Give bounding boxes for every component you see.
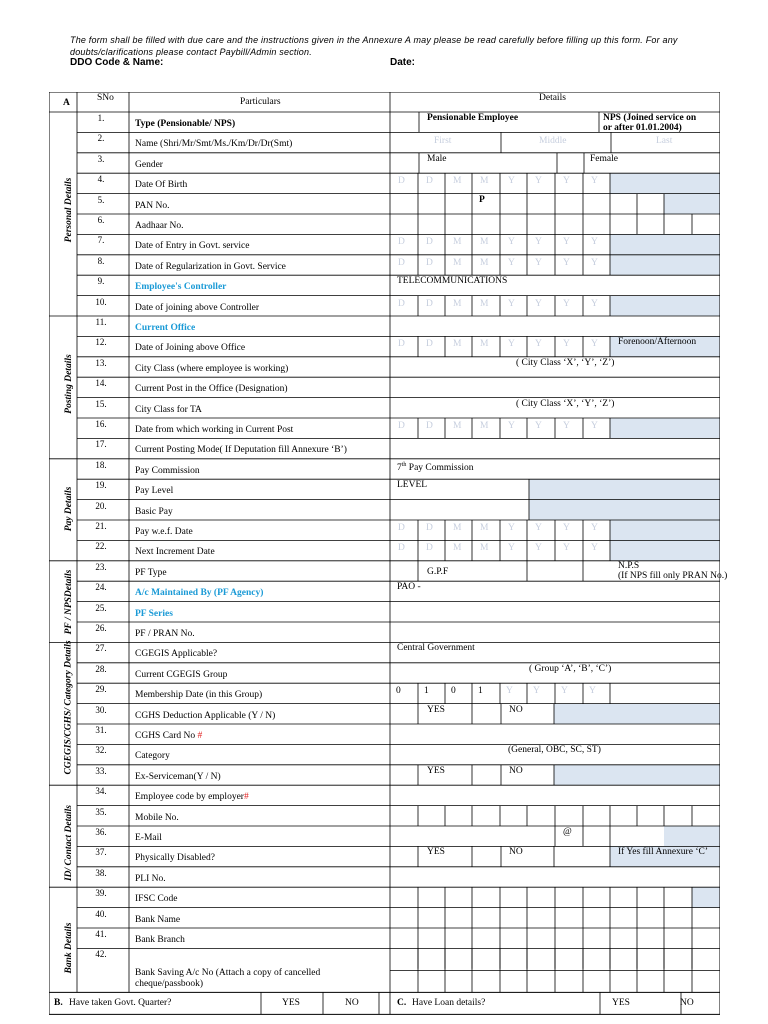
pan-prefix: P: [479, 194, 485, 205]
detail-input-row-25[interactable]: [390, 602, 720, 622]
annexure-c-hint: If Yes fill Annexure ‘C’: [618, 847, 708, 858]
footer-b-no: NO: [345, 998, 359, 1009]
date-placeholder-1: D: [398, 421, 405, 431]
row-label: Name (Shri/Mr/Smt/Ms./Km/Dr/Dr(Smt): [135, 139, 293, 150]
row-sno: 1.: [97, 113, 105, 123]
row-label: Mobile No.: [135, 812, 179, 823]
details-header: Details: [539, 93, 566, 103]
row-sno: 24.: [95, 582, 107, 593]
date-placeholder-6: Y: [535, 523, 542, 533]
row-label: Category: [135, 751, 170, 762]
row-sno: 21.: [95, 521, 107, 531]
pf-type-gpf: G.P.F: [427, 566, 449, 577]
detail-input-row-32[interactable]: [390, 744, 720, 764]
date-placeholder-4: M: [480, 298, 489, 309]
row-label: Basic Pay: [135, 506, 173, 517]
row-sno: 2.: [97, 133, 105, 144]
detail-input-row-36[interactable]: [390, 826, 720, 846]
membership-date-char-5: Y: [506, 686, 513, 697]
required-hash-mark: #: [243, 792, 249, 803]
date-placeholder-8: Y: [591, 339, 598, 350]
instructions-text: The form shall be filled with due care and the instructions given in the Annexure A may please be read carefully before filling up this form. For any doubts/clarifications please contact Paybill/Admin section.: [70, 35, 678, 57]
detail-input-row-38[interactable]: [390, 867, 720, 887]
required-hash-mark: #: [197, 731, 203, 741]
pay-commission-value: 7th Pay Commission: [397, 461, 474, 473]
row-label: City Class (where employee is working): [135, 363, 289, 374]
row-label: Employee code by employer#: [135, 792, 249, 803]
section-personal-details: Personal Details: [64, 177, 74, 243]
nps-option-line2: or after 01.01.2004): [603, 123, 682, 133]
date-placeholder-2: D: [426, 257, 433, 268]
sno-header: SNo: [97, 93, 114, 103]
detail-input-row-16[interactable]: [390, 418, 720, 438]
date-placeholder-7: Y: [563, 543, 570, 554]
date-placeholder-3: M: [453, 421, 462, 431]
date-placeholder-2: D: [426, 523, 433, 533]
row-label: CGEGIS Applicable?: [135, 649, 218, 660]
detail-input-row-30[interactable]: [390, 704, 720, 724]
city-class-hint: ( City Class ‘X’, ‘Y’, ‘Z’): [516, 357, 615, 368]
pay-commission-superscript: th: [401, 461, 407, 468]
section-bank-details: Bank Details: [64, 922, 74, 974]
cgegis-value: Central Government: [397, 643, 475, 654]
footer-c-label: C.: [397, 998, 407, 1009]
row-label: Bank Name: [135, 914, 181, 925]
row-label: Current Post in the Office (Designation): [135, 384, 288, 395]
date-placeholder-2: D: [426, 339, 433, 350]
date-placeholder-4: M: [480, 237, 489, 248]
row-sno: 18.: [95, 459, 107, 470]
date-placeholder-6: Y: [535, 237, 542, 248]
gender-female-option: Female: [590, 153, 618, 164]
date-placeholder-8: Y: [591, 298, 598, 309]
row-label: City Class for TA: [135, 404, 202, 415]
row-label: A/c Maintained By (PF Agency): [135, 588, 264, 599]
row-label: IFSC Code: [135, 894, 178, 905]
no-option: NO: [509, 704, 523, 715]
row-label: Date of Entry in Govt. service: [135, 241, 250, 252]
section-a-label: A: [63, 98, 70, 108]
date-placeholder-1: D: [398, 339, 405, 350]
detail-input-row-34[interactable]: [390, 785, 720, 805]
row-label: Next Increment Date: [135, 547, 215, 558]
pf-type-nps: N.P.S: [618, 560, 640, 571]
row-label: PAN No.: [135, 200, 170, 211]
date-placeholder-4: M: [480, 543, 489, 554]
employee-form: [49, 92, 728, 1022]
row-sno: 4.: [97, 174, 105, 185]
detail-input-row-10[interactable]: [390, 296, 720, 316]
detail-input-row-4[interactable]: [390, 173, 720, 193]
row-label: Pay w.e.f. Date: [135, 527, 193, 537]
detail-input-row-24[interactable]: [390, 581, 720, 601]
row-label: Employee's Controller: [135, 282, 227, 293]
detail-input-row-9[interactable]: [390, 275, 720, 295]
row-label: Date of joining above Controller: [135, 302, 259, 313]
date-placeholder-2: D: [426, 421, 433, 431]
gender-male-option: Male: [427, 153, 447, 164]
row-label: CGHS Card No #: [135, 731, 203, 741]
first-name-placeholder: First: [434, 136, 452, 147]
middle-name-placeholder: Middle: [539, 136, 567, 147]
date-placeholder-2: D: [426, 176, 433, 187]
row-sno: 40.: [95, 908, 107, 919]
date-placeholder-5: Y: [508, 543, 515, 554]
date-placeholder-6: Y: [535, 421, 542, 431]
row-label: Ex-Serviceman(Y / N): [135, 771, 221, 782]
date-placeholder-3: M: [453, 176, 462, 187]
footer-c-no: NO: [680, 998, 694, 1009]
ddo-code-name-label: DDO Code & Name:: [70, 57, 164, 68]
row-label: Date of Regularization in Govt. Service: [135, 261, 286, 272]
detail-input-row-31[interactable]: [390, 724, 720, 744]
footer-c-yes: YES: [612, 998, 630, 1009]
detail-input-row-33[interactable]: [390, 765, 720, 785]
section-cgegis-details: CGEGIS/CGHS/ Category Details: [63, 640, 74, 775]
date-placeholder-8: Y: [591, 421, 598, 431]
row-sno: 7.: [97, 235, 105, 246]
footer-b-yes: YES: [282, 998, 300, 1009]
membership-date-char-2: 1: [424, 686, 429, 697]
pf-agency-pao: PAO -: [397, 582, 421, 593]
detail-input-row-1[interactable]: [390, 112, 720, 132]
detail-input-row-7[interactable]: [390, 234, 720, 254]
row-sno: 25.: [95, 602, 107, 613]
row-label: Current CGEGIS Group: [135, 669, 228, 680]
row-label: Membership Date (in this Group): [135, 690, 263, 701]
date-placeholder-2: D: [426, 237, 433, 248]
date-placeholder-8: Y: [591, 257, 598, 268]
row-sno: 33.: [95, 765, 107, 776]
last-name-placeholder: Last: [656, 136, 673, 147]
no-option: NO: [509, 847, 523, 858]
row-label: Pay Level: [135, 486, 174, 497]
category-options: (General, OBC, SC, ST): [508, 745, 601, 756]
email-at-sign: @: [563, 827, 572, 837]
date-placeholder-3: M: [453, 298, 462, 309]
row-label: Bank Branch: [135, 935, 185, 945]
footer-b-label: B.: [54, 998, 63, 1009]
detail-input-row-2[interactable]: [390, 132, 720, 152]
detail-input-row-21[interactable]: [390, 520, 720, 540]
row-sno: 9.: [97, 276, 105, 287]
row-sno: 5.: [97, 194, 105, 205]
row-label: Physically Disabled?: [135, 853, 215, 864]
detail-input-row-3[interactable]: [390, 153, 720, 173]
detail-input-row-8[interactable]: [390, 255, 720, 275]
row-label: Gender: [135, 159, 163, 170]
date-placeholder-8: Y: [591, 543, 598, 554]
row-sno: 14.: [95, 378, 107, 389]
detail-input-row-23[interactable]: [390, 561, 720, 581]
detail-input-row-29[interactable]: [390, 683, 720, 703]
no-option: NO: [509, 765, 523, 776]
date-placeholder-7: Y: [563, 237, 570, 248]
date-placeholder-6: Y: [535, 298, 542, 309]
row-sno: 12.: [95, 337, 107, 348]
row-sno: 26.: [95, 623, 107, 633]
detail-input-row-40[interactable]: [390, 908, 720, 928]
footer-c-text: Have Loan details?: [412, 998, 486, 1009]
row-sno: 35.: [95, 806, 107, 817]
row-sno: 38.: [95, 867, 107, 878]
yes-option: YES: [427, 765, 445, 776]
forenoon-afternoon-option: Forenoon/Afternoon: [618, 337, 697, 348]
row-label-continued: cheque/passbook): [135, 979, 204, 990]
detail-input-row-28[interactable]: [390, 663, 720, 683]
date-placeholder-4: M: [480, 339, 489, 350]
row-label: Date of Joining above Office: [135, 343, 246, 354]
row-label: Date from which working in Current Post: [135, 425, 294, 435]
membership-date-char-8: Y: [589, 686, 596, 697]
detail-input-row-13[interactable]: [390, 357, 720, 377]
yes-option: YES: [427, 704, 445, 715]
row-label: Pay Commission: [135, 465, 200, 476]
date-placeholder-1: D: [398, 257, 405, 268]
date-placeholder-3: M: [453, 257, 462, 268]
detail-input-row-27[interactable]: [390, 642, 720, 662]
date-placeholder-4: M: [480, 523, 489, 533]
row-sno: 34.: [95, 786, 107, 797]
detail-input-row-17[interactable]: [390, 438, 720, 458]
row-label: Aadhaar No.: [135, 221, 184, 231]
row-sno: 8.: [97, 255, 105, 266]
detail-input-row-18[interactable]: [390, 459, 720, 479]
detail-input-row-14[interactable]: [390, 377, 720, 397]
date-placeholder-5: Y: [508, 176, 515, 187]
row-sno: 11.: [95, 317, 107, 327]
row-sno: 10.: [95, 296, 107, 307]
membership-date-char-3: 0: [451, 686, 456, 697]
section-posting-details: Posting Details: [64, 354, 74, 414]
date-placeholder-5: Y: [508, 339, 515, 350]
date-placeholder-2: D: [426, 298, 433, 309]
row-sno: 6.: [97, 215, 105, 225]
row-label: PF Type: [135, 567, 167, 578]
row-label: Type (Pensionable/ NPS): [135, 119, 236, 129]
row-label: PF / PRAN No.: [135, 629, 195, 639]
row-label: E-Mail: [135, 833, 162, 843]
pensionable-option: Pensionable Employee: [427, 113, 519, 123]
date-placeholder-3: M: [453, 523, 462, 533]
row-sno: 31.: [95, 725, 107, 735]
date-placeholder-8: Y: [591, 237, 598, 248]
date-placeholder-6: Y: [535, 176, 542, 187]
row-sno: 39.: [95, 888, 107, 899]
detail-input-row-6[interactable]: [390, 214, 720, 234]
row-sno: 28.: [95, 663, 107, 674]
row-label: Date Of Birth: [135, 180, 188, 191]
date-placeholder-1: D: [398, 298, 405, 309]
row-sno: 23.: [95, 561, 107, 572]
detail-input-row-15[interactable]: [390, 398, 720, 418]
detail-input-row-26[interactable]: [390, 622, 720, 642]
detail-input-row-41[interactable]: [390, 928, 720, 948]
row-label: CGHS Deduction Applicable (Y / N): [135, 710, 276, 721]
date-placeholder-3: M: [453, 339, 462, 350]
date-placeholder-8: Y: [591, 523, 598, 533]
row-label: Current Office: [135, 323, 196, 333]
yes-option: YES: [427, 847, 445, 858]
cgegis-group-hint: ( Group ‘A’, ‘B’, ‘C’): [529, 663, 612, 674]
date-placeholder-1: D: [398, 176, 405, 187]
detail-input-row-35[interactable]: [390, 806, 720, 826]
detail-input-row-19[interactable]: [390, 479, 720, 499]
date-placeholder-6: Y: [535, 339, 542, 350]
pf-type-nps-hint: (If NPS fill only PRAN No.): [618, 570, 728, 581]
row-sno: 36.: [95, 827, 107, 837]
section-contact-details: ID/ Contact Details: [64, 805, 74, 882]
date-placeholder-5: Y: [508, 421, 515, 431]
date-placeholder-5: Y: [508, 298, 515, 309]
date-placeholder-7: Y: [563, 339, 570, 350]
membership-date-char-6: Y: [533, 686, 540, 697]
date-placeholder-1: D: [398, 523, 405, 533]
date-placeholder-7: Y: [563, 421, 570, 431]
date-placeholder-1: D: [398, 237, 405, 248]
row-sno: 30.: [95, 704, 107, 715]
row-sno: 20.: [95, 500, 107, 511]
date-placeholder-1: D: [398, 543, 405, 554]
nps-option: NPS (Joined service on: [603, 113, 697, 123]
detail-input-row-12[interactable]: [390, 336, 720, 356]
particulars-header: Particulars: [240, 97, 281, 107]
row-sno: 13.: [95, 357, 107, 368]
row-sno: 27.: [95, 643, 107, 654]
row-sno: 22.: [95, 541, 107, 552]
pay-commission-text: Pay Commission: [406, 462, 474, 473]
row-sno: 32.: [95, 745, 107, 756]
row-label: PLI No.: [135, 873, 166, 884]
detail-input-row-22[interactable]: [390, 540, 720, 560]
date-placeholder-5: Y: [508, 237, 515, 248]
membership-date-char-7: Y: [561, 686, 568, 697]
date-placeholder-2: D: [426, 543, 433, 554]
row-sno: 41.: [95, 929, 107, 939]
section-pay-details: Pay Details: [64, 486, 74, 532]
date-placeholder-4: M: [480, 257, 489, 268]
date-placeholder-5: Y: [508, 257, 515, 268]
date-placeholder-3: M: [453, 237, 462, 248]
row-label: Current Posting Mode( If Deputation fill Annexure ‘B’): [135, 445, 347, 456]
footer-b-text: Have taken Govt. Quarter?: [69, 998, 172, 1009]
row-sno: 17.: [95, 439, 107, 450]
row-label: PF Series: [135, 608, 173, 619]
row-sno: 16.: [95, 419, 107, 429]
membership-date-char-1: 0: [396, 686, 401, 697]
row-label: Bank Saving A/c No (Attach a copy of cancelled: [135, 968, 321, 979]
row-sno: 37.: [95, 847, 107, 858]
row-sno: 19.: [95, 480, 107, 491]
membership-date-char-4: 1: [478, 686, 483, 697]
date-placeholder-6: Y: [535, 543, 542, 554]
date-placeholder-8: Y: [591, 176, 598, 187]
city-class-ta-hint: ( City Class ‘X’, ‘Y’, ‘Z’): [516, 398, 615, 409]
section-pf-nps-details: PF / NPSDetails: [64, 569, 74, 635]
detail-input-row-39[interactable]: [390, 887, 720, 907]
date-placeholder-6: Y: [535, 257, 542, 268]
controller-value: TELECOMMUNICATIONS: [397, 276, 508, 287]
date-placeholder-4: M: [480, 176, 489, 187]
date-placeholder-4: M: [480, 421, 489, 431]
date-placeholder-3: M: [453, 543, 462, 554]
row-sno: 42.: [95, 949, 107, 960]
row-sno: 15.: [95, 398, 107, 409]
date-placeholder-7: Y: [563, 257, 570, 268]
date-label: Date:: [390, 57, 416, 68]
detail-input-row-20[interactable]: [390, 500, 720, 520]
pay-level-prefix: LEVEL: [397, 480, 428, 491]
row-sno: 29.: [95, 684, 107, 695]
detail-input-row-42[interactable]: [390, 948, 720, 992]
detail-input-row-5[interactable]: [390, 194, 720, 214]
row-sno: 3.: [97, 153, 105, 164]
date-placeholder-7: Y: [563, 523, 570, 533]
date-placeholder-7: Y: [563, 176, 570, 187]
date-placeholder-5: Y: [508, 523, 515, 533]
date-placeholder-7: Y: [563, 298, 570, 309]
detail-input-row-37[interactable]: [390, 846, 720, 866]
detail-input-row-11[interactable]: [390, 316, 720, 336]
